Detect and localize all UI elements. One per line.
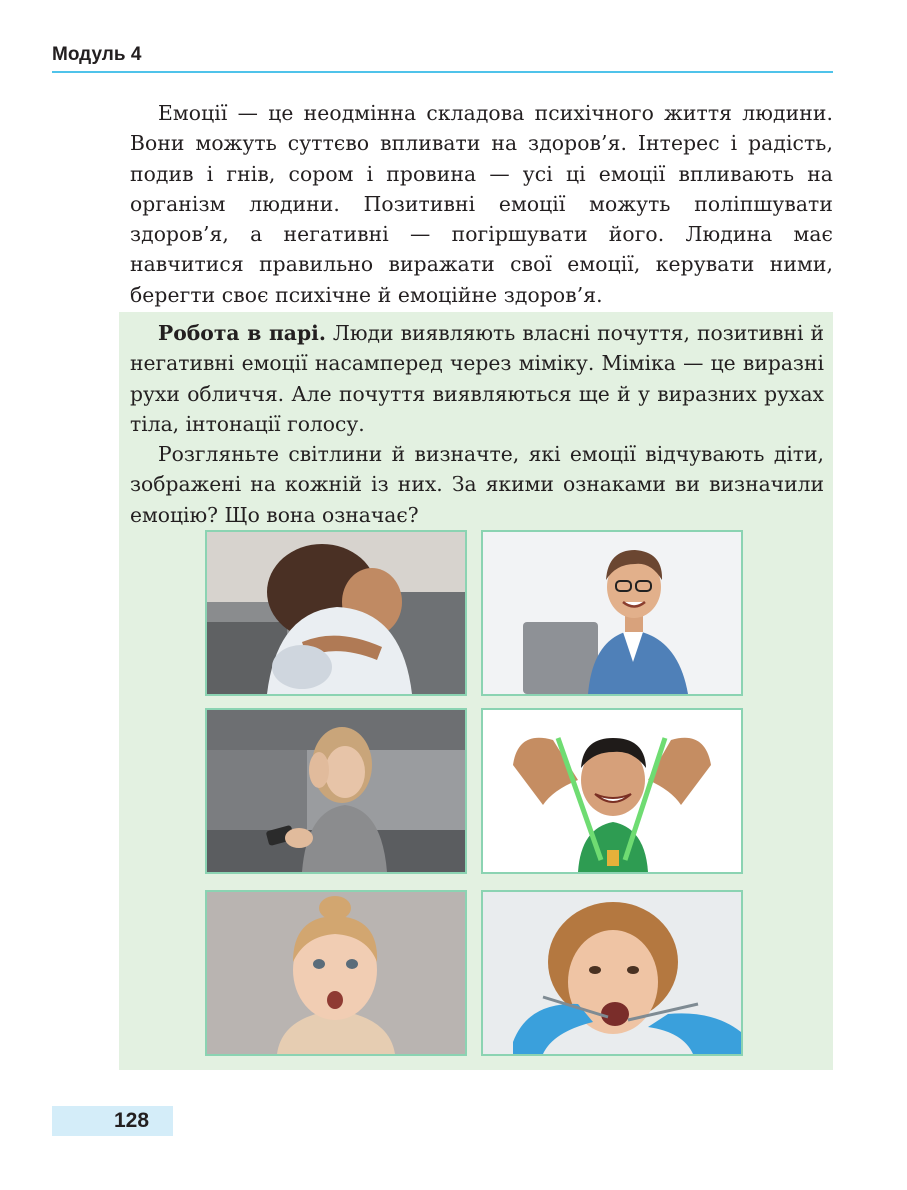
page-number-tab — [52, 1106, 173, 1136]
page-number: 128 — [114, 1109, 150, 1132]
task-label: Робота в парі. — [158, 321, 326, 345]
photo-laughing-boy-tape — [481, 708, 743, 874]
photo-sad-girl-phone — [205, 708, 467, 874]
header-divider — [52, 71, 833, 73]
photo-smiling-boy-laptop — [481, 530, 743, 696]
task-body: Люди виявляють власні почуття, позитивні й негативні емоції насамперед через міміку. Міміка — це виразні рухи обличчя. Але почуття виявляються ще й у виразних рухах тіла, інтонації голосу. — [130, 321, 824, 436]
module-title: Модуль 4 — [52, 44, 142, 65]
task-paragraph-2: Розгляньте світлини й визначте, які емоції відчувають діти, зображені на кожній із них. За якими ознаками ви визначили емоцію? Що вона означає? — [130, 442, 824, 527]
task-text — [130, 318, 824, 530]
photo-child-dentist — [481, 890, 743, 1056]
photo-hugging-children — [205, 530, 467, 696]
task-paragraph-1 — [130, 318, 824, 439]
photo-surprised-girl — [205, 890, 467, 1056]
intro-paragraph: Емоції — це неодмінна складова психічного життя людини. Вони можуть суттєво впливати на здоров’я. Інтерес і радість, подив і гнів, сором і провина — усі ці емоції впливають на організм людини. Позитивні емоції можуть поліпшувати здоров’я, а негативні — погіршувати його. Людина має навчитися правильно виражати свої емоції, керувати ними, берегти своє психічне й емоційне здоров’я. — [130, 101, 833, 307]
